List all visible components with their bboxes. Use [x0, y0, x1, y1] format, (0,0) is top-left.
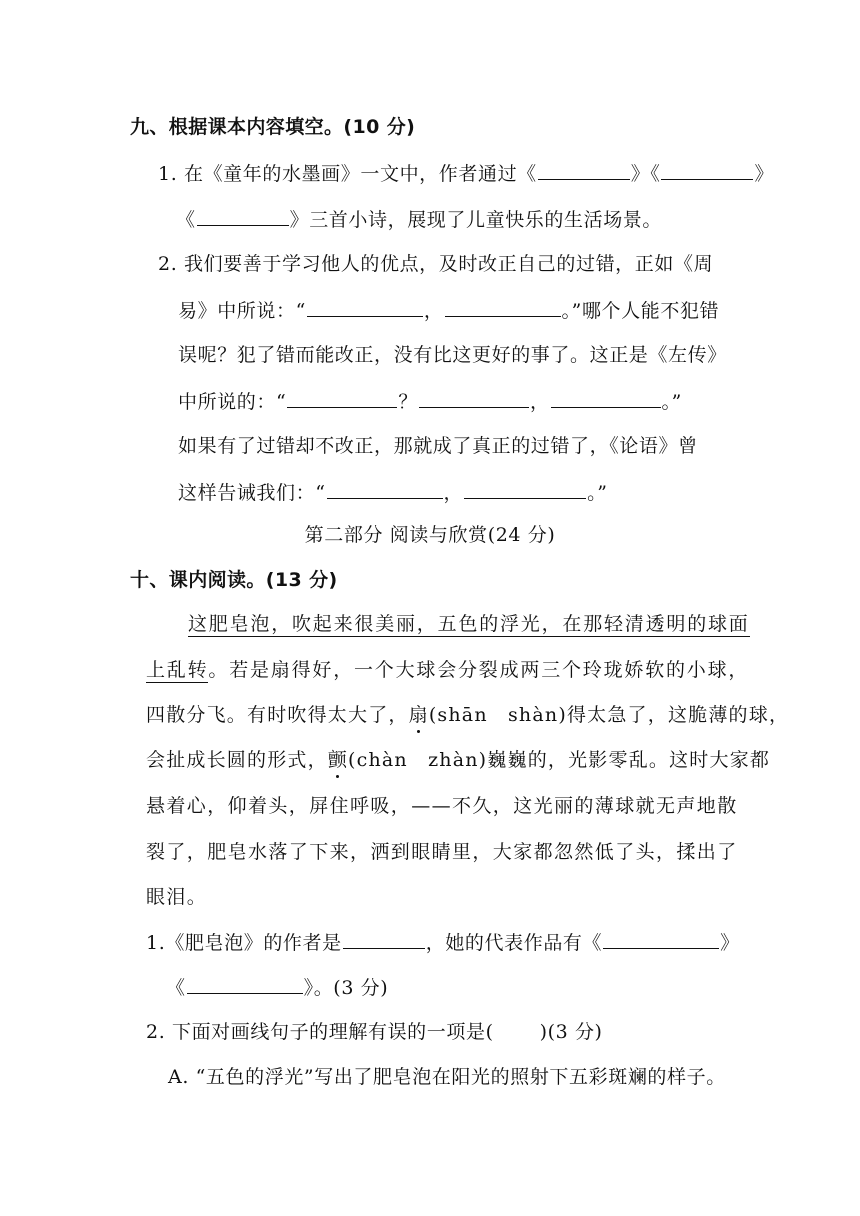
fill-blank[interactable] — [445, 296, 561, 317]
fill-blank[interactable] — [327, 478, 443, 499]
question-9-1-line-1 — [158, 159, 774, 188]
question-text: 下面对画线句子的理解有误的一项是( — [171, 1021, 494, 1043]
question-text: 《 — [176, 209, 196, 231]
question-9-2-line-4 — [178, 387, 682, 416]
fill-blank[interactable] — [661, 159, 753, 180]
fill-blank[interactable] — [538, 159, 630, 180]
fill-blank[interactable] — [464, 478, 586, 499]
question-9-1-line-2 — [176, 205, 662, 234]
question-text: 。” — [661, 391, 682, 413]
passage-line-5: 悬着心，仰着头，屏住呼吸，——不久，这光丽的薄球就无声地散 — [146, 795, 738, 817]
fill-blank[interactable] — [343, 928, 425, 949]
question-9-2-line-6 — [178, 478, 608, 507]
question-text: ？ — [398, 391, 418, 413]
question-text: ， — [529, 391, 550, 413]
question-text: )(3 分) — [539, 1021, 603, 1043]
question-text: 易》中所说：“ — [178, 300, 306, 322]
question-text: 这样告诫我们：“ — [178, 482, 326, 504]
question-text: 》三首小诗，展现了儿童快乐的生活场景。 — [289, 209, 663, 231]
question-number: 2. — [146, 1021, 166, 1043]
question-9-2-line-3: 误呢？犯了错而能改正，没有比这更好的事了。这正是《左传》 — [178, 344, 727, 366]
underlined-sentence: 上乱转 — [146, 659, 209, 681]
question-9-2-line-2 — [178, 296, 719, 325]
question-text: 》 — [720, 932, 740, 954]
question-text: 》《 — [630, 163, 661, 185]
question-10-1-line-1 — [146, 928, 740, 957]
passage-text: 。若是扇得好，一个大球会分裂成两三个玲珑娇软的小球， — [208, 659, 750, 681]
question-10-2-stem — [146, 1018, 603, 1046]
question-text: 》 — [754, 163, 775, 185]
fill-blank[interactable] — [603, 928, 719, 949]
question-number: 1. — [158, 163, 178, 185]
dotted-character: 颤 — [328, 746, 348, 774]
passage-line-2 — [146, 656, 749, 684]
passage-line-7: 眼泪。 — [146, 886, 208, 908]
passage-text: 四散分飞。有时吹得太大了， — [146, 704, 409, 726]
question-9-2-line-5: 如果有了过错却不改正，那就成了真正的过错了，《论语》曾 — [178, 435, 698, 457]
option-a: A. “五色的浮光”写出了肥皂泡在阳光的照射下五彩斑斓的样子。 — [168, 1066, 726, 1088]
question-9-2-line-1 — [158, 250, 713, 278]
passage-line-4 — [146, 746, 770, 774]
question-text: 中所说的：“ — [178, 391, 287, 413]
question-text: ， — [423, 300, 444, 322]
underlined-sentence: 这肥皂泡，吹起来很美丽，五色的浮光，在那轻清透明的球面 — [188, 613, 750, 635]
passage-text: (chàn zhàn)巍巍的，光影零乱。这时大家都 — [348, 749, 771, 771]
question-number: 1. — [146, 932, 166, 954]
fill-blank[interactable] — [419, 387, 529, 408]
passage-text: 会扯成长圆的形式， — [146, 749, 328, 771]
passage-line-6: 裂了，肥皂水落了下来，洒到眼睛里，大家都忽然低了头，揉出了 — [146, 841, 738, 863]
fill-blank[interactable] — [197, 205, 289, 226]
question-text: 我们要善于学习他人的优点，及时改正自己的过错，正如《周 — [183, 253, 714, 275]
fill-blank[interactable] — [187, 973, 303, 994]
question-text: ， — [443, 482, 464, 504]
question-text: 。” — [587, 482, 608, 504]
question-10-1-line-2 — [166, 973, 388, 1002]
fill-blank[interactable] — [551, 387, 661, 408]
section-9-title: 九、根据课本内容填空。(10 分) — [130, 116, 416, 138]
question-text: 在《童年的水墨画》一文中，作者通过《 — [183, 163, 537, 185]
passage-text: (shān shàn)得太急了，这脆薄的球， — [428, 704, 790, 726]
section-10-title: 十、课内阅读。(13 分) — [130, 569, 338, 591]
fill-blank[interactable] — [287, 387, 397, 408]
fill-blank[interactable] — [307, 296, 423, 317]
passage-line-1 — [188, 610, 750, 638]
question-text: 。”哪个人能不犯错 — [561, 300, 720, 322]
question-text: 《肥皂泡》的作者是 — [165, 932, 342, 954]
dotted-character: 扇 — [409, 701, 429, 729]
question-text: ，她的代表作品有《 — [425, 932, 603, 954]
question-number: 2. — [158, 253, 178, 275]
question-text: 《 — [166, 977, 186, 999]
question-text: 》。(3 分) — [303, 977, 389, 999]
passage-line-3 — [146, 701, 789, 729]
part-2-title: 第二部分 阅读与欣赏(24 分) — [304, 524, 556, 546]
